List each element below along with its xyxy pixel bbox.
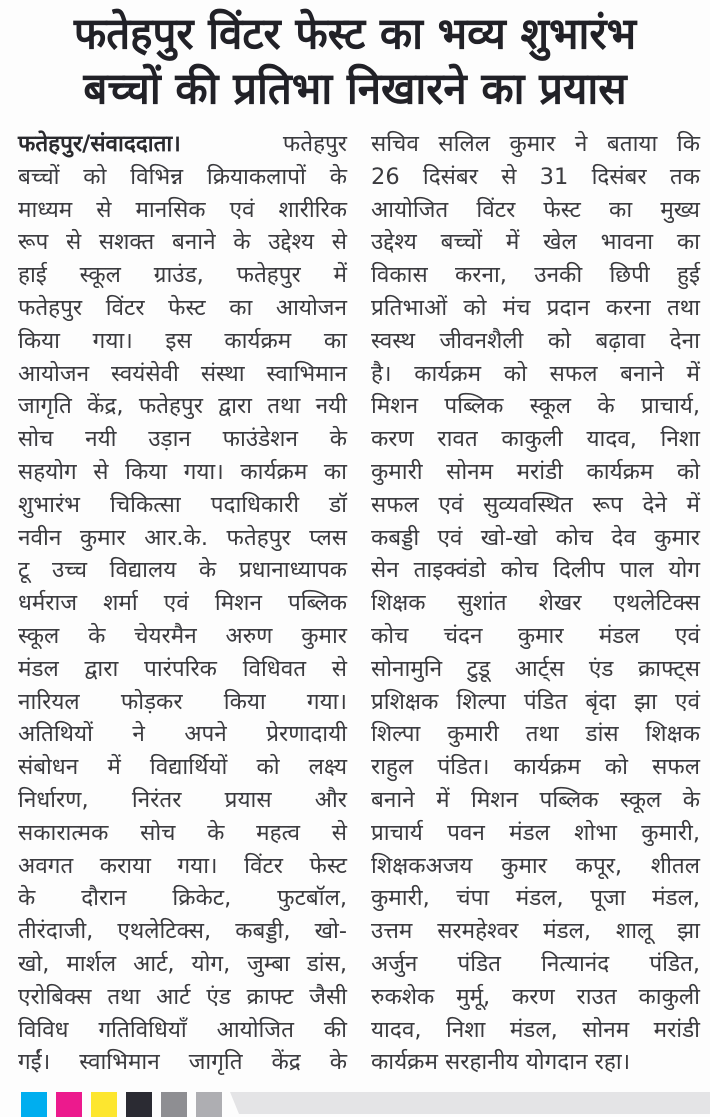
- text-line: कार्यक्रम सरहानीय योगदान रहा।: [371, 1049, 631, 1076]
- text-line: बनाने में मिशन पब्लिक स्कूल के: [371, 786, 700, 813]
- text-line: अर्जुन पंडित नित्यानंद पंडित,: [371, 950, 700, 977]
- text-line: अतिथियों ने अपने प्रेरणादायी: [18, 721, 347, 748]
- text-line: उत्तम सरमहेश्वर मंडल, शालू झा: [371, 918, 700, 945]
- byline-dateline: फतेहपुर/संवाददाता।: [18, 131, 181, 157]
- text-line: आयोजन स्वयंसेवी संस्था स्वाभिमान: [18, 360, 347, 387]
- print-registration-marks: [0, 1090, 710, 1117]
- text-line: के दौरान क्रिकेट, फुटबॉल,: [18, 885, 347, 912]
- text-line: प्राचार्य पवन मंडल शोभा कुमारी,: [371, 819, 700, 846]
- text-line: मिशन पब्लिक स्कूल के प्राचार्य,: [371, 393, 700, 420]
- article-body: [0, 118, 710, 1079]
- text-line: है। कार्यक्रम को सफल बनाने में: [371, 360, 700, 387]
- text-line: टू उच्च विद्यालय के प्रधानाध्यापक: [18, 557, 347, 584]
- text-line: सचिव सलिल कुमार ने बताया कि: [371, 131, 700, 157]
- black-swatch: [126, 1092, 152, 1117]
- magenta-swatch: [56, 1092, 82, 1117]
- text-line: प्रतिभाओं को मंच प्रदान करना तथा: [371, 294, 700, 321]
- text-line: कोच चंदन कुमार मंडल एवं: [371, 622, 700, 649]
- text-line: सहयोग से किया गया। कार्यक्रम का: [18, 458, 347, 485]
- text-line: अवगत कराया गया। विंटर फेस्ट: [18, 852, 347, 879]
- text-line: प्रशिक्षक शिल्पा पंडित बृंदा झा एवं: [371, 688, 700, 715]
- text-line: शुभारंभ चिकित्सा पदाधिकारी डॉ: [18, 491, 347, 518]
- gray-swatch: [161, 1092, 187, 1117]
- cmyk-swatches: [21, 1092, 222, 1117]
- text-line: मंडल द्वारा पारंपरिक विधिवत से: [18, 655, 347, 682]
- byline-lead-word: फतेहपुर: [282, 131, 347, 157]
- text-line: रूप से सशक्त बनाने के उद्देश्य से: [18, 229, 347, 256]
- text-line: एरोबिक्स तथा आर्ट एंड क्राफ्ट जैसी: [18, 983, 347, 1010]
- gray-calibration-bar: [230, 1092, 710, 1114]
- light-gray-swatch: [196, 1092, 222, 1117]
- yellow-swatch: [91, 1092, 117, 1117]
- text-line: हाई स्कूल ग्राउंड, फतेहपुर में: [18, 262, 347, 289]
- text-line: विकास करना, उनकी छिपी हुई: [371, 262, 700, 289]
- cyan-swatch: [21, 1092, 47, 1117]
- column-left: [18, 128, 347, 1079]
- text-line: शिक्षकअजय कुमार कपूर, शीतल: [371, 852, 700, 879]
- text-line: शिक्षक सुशांत शेखर एथलेटिक्स: [371, 590, 700, 617]
- text-line: किया गया। इस कार्यक्रम का: [18, 327, 347, 354]
- text-line: कुमारी सोनम मरांडी कार्यक्रम को: [371, 458, 700, 485]
- text-line: सफल एवं सुव्यवस्थित रूप देने में: [371, 491, 700, 518]
- text-line: रुकशेक मुर्मू, करण राउत काकुली: [371, 983, 700, 1010]
- text-line: उद्देश्य बच्चों में खेल भावना का: [371, 229, 700, 256]
- byline: [18, 128, 347, 161]
- text-line: शिल्पा कुमारी तथा डांस शिक्षक: [371, 721, 700, 748]
- headline: [0, 0, 710, 116]
- headline-line-2: बच्चों की प्रतिभा निखारने का प्रयास: [83, 63, 627, 114]
- text-line: कुमारी, चंपा मंडल, पूजा मंडल,: [371, 885, 700, 912]
- text-line: सोनामुनि टुडू आर्ट्स एंड क्राफ्ट्स: [371, 655, 700, 682]
- text-line: कबड्डी एवं खो-खो कोच देव कुमार: [371, 524, 700, 551]
- text-line: धर्मराज शर्मा एवं मिशन पब्लिक: [18, 590, 347, 617]
- text-line: स्वस्थ जीवनशैली को बढ़ावा देना: [371, 327, 700, 354]
- text-line: विविध गतिविधियाँ आयोजित की: [18, 1016, 347, 1043]
- text-line: स्कूल के चेयरमैन अरुण कुमार: [18, 622, 347, 649]
- text-line: 26 दिसंबर से 31 दिसंबर तक: [371, 163, 700, 190]
- column-right: [371, 128, 700, 1079]
- text-line: तीरंदाजी, एथलेटिक्स, कबड्डी, खो-: [18, 918, 347, 945]
- text-line: नारियल फोड़कर किया गया।: [18, 688, 347, 715]
- text-line: गईं। स्वाभिमान जागृति केंद्र के: [18, 1049, 347, 1076]
- text-line: आयोजित विंटर फेस्ट का मुख्य: [371, 196, 700, 223]
- text-line: निर्धारण, निरंतर प्रयास और: [18, 786, 347, 813]
- text-line: यादव, निशा मंडल, सोनम मरांडी: [371, 1016, 700, 1043]
- text-line: माध्यम से मानसिक एवं शारीरिक: [18, 196, 347, 223]
- text-line: फतेहपुर विंटर फेस्ट का आयोजन: [18, 294, 347, 321]
- text-line: संबोधन में विद्यार्थियों को लक्ष्य: [18, 754, 347, 781]
- headline-line-1: फतेहपुर विंटर फेस्ट का भव्य शुभारंभ: [73, 8, 637, 59]
- text-line: करण रावत काकुली यादव, निशा: [371, 426, 700, 453]
- text-line: बच्चों को विभिन्न क्रियाकलापों के: [18, 163, 347, 190]
- text-line: जागृति केंद्र, फतेहपुर द्वारा तथा नयी: [18, 393, 347, 420]
- text-line: राहुल पंडित। कार्यक्रम को सफल: [371, 754, 700, 781]
- text-line: खो, मार्शल आर्ट, योग, जुम्बा डांस,: [18, 950, 347, 977]
- text-line: सेन ताइक्वंडो कोच दिलीप पाल योग: [371, 557, 700, 584]
- text-line: सोच नयी उड़ान फाउंडेशन के: [18, 426, 347, 453]
- text-line: सकारात्मक सोच के महत्व से: [18, 819, 347, 846]
- text-line: नवीन कुमार आर.के. फतेहपुर प्लस: [18, 524, 347, 551]
